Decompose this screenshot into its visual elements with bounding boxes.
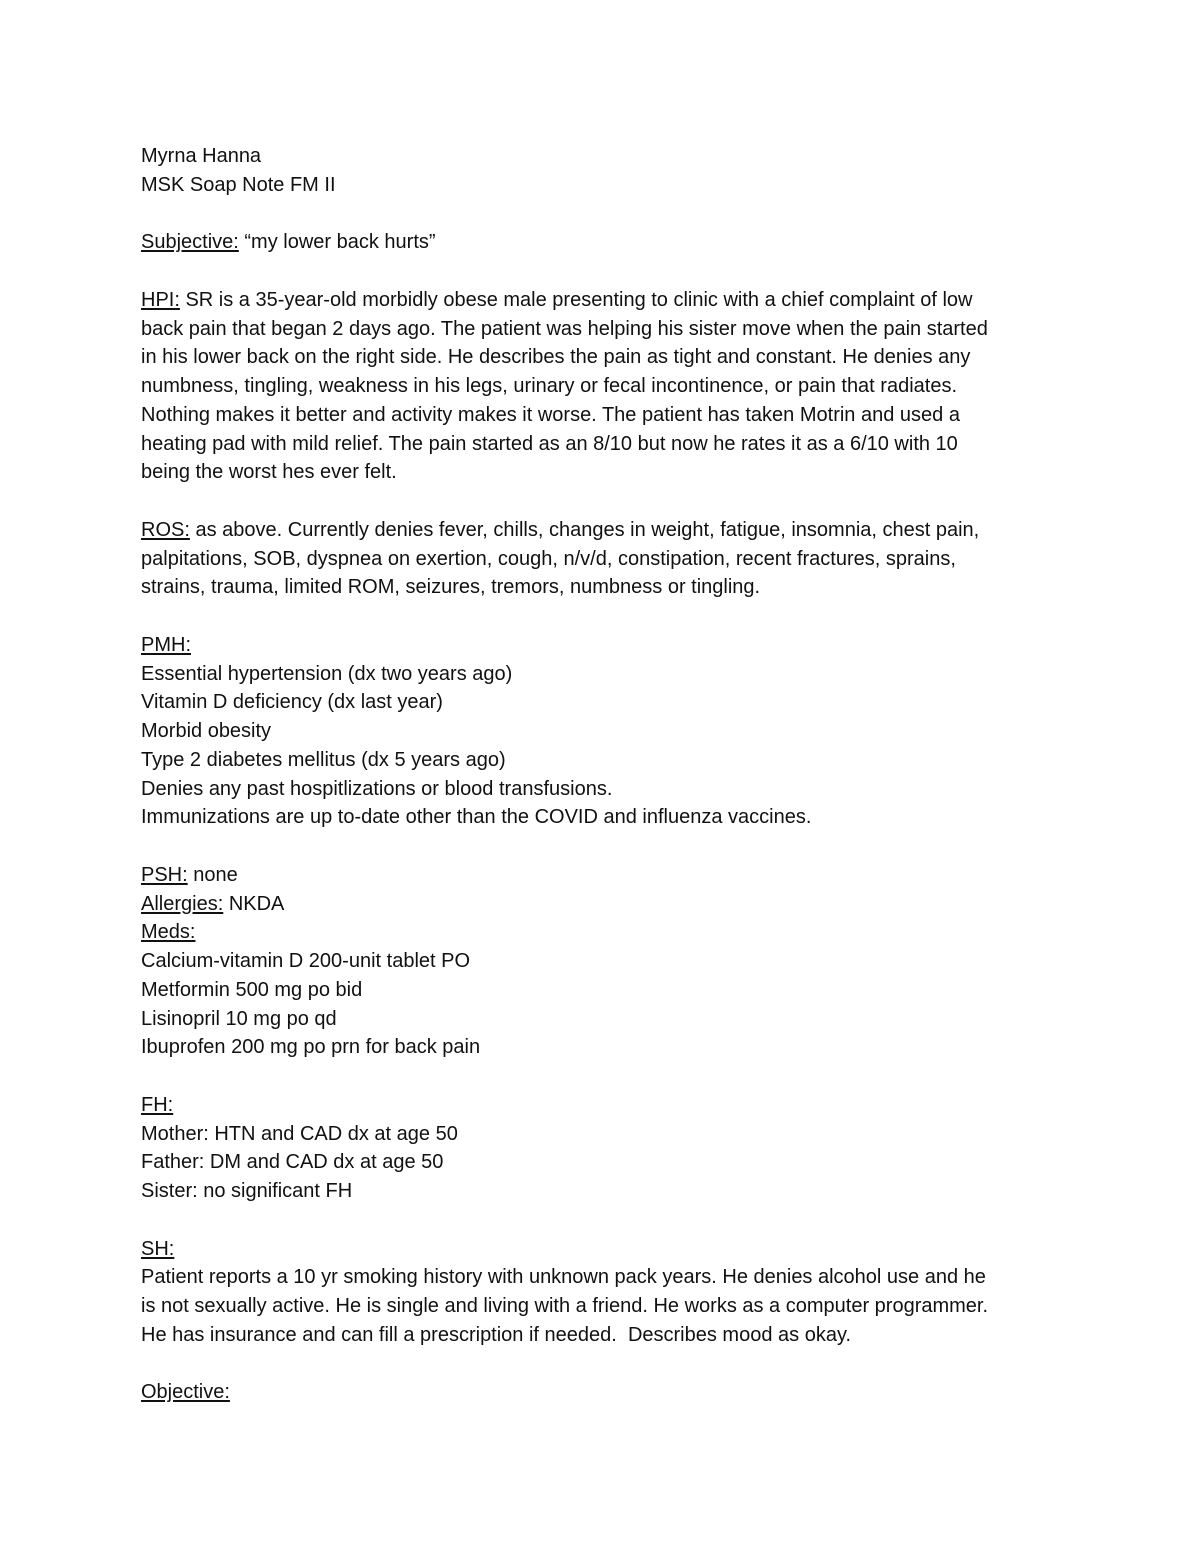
meds-label: Meds: xyxy=(141,921,196,944)
ros-line: strains, trauma, limited ROM, seizures, tremors, numbness or tingling. xyxy=(141,576,761,599)
psh-section xyxy=(141,861,1081,890)
hpi-line: SR is a 35-year-old morbidly obese male presenting to clinic with a chief complaint of low xyxy=(179,288,973,311)
fh-item: Father: DM and CAD dx at age 50 xyxy=(141,1151,444,1174)
pmh-label: PMH: xyxy=(141,633,191,656)
pmh-item: Denies any past hospitlizations or blood transfusions. xyxy=(141,777,613,800)
spacer xyxy=(141,257,1081,286)
ros-line: as above. Currently denies fever, chills, changes in weight, fatigue, insomnia, chest pain, xyxy=(189,518,980,541)
hpi-section xyxy=(141,286,1081,487)
objective-label: Objective: xyxy=(141,1381,230,1404)
subjective-section xyxy=(141,228,1081,257)
med-item: Calcium-vitamin D 200-unit tablet PO xyxy=(141,950,471,972)
fh-section xyxy=(141,1091,1081,1206)
pmh-item: Immunizations are up to-date other than the COVID and influenza vaccines. xyxy=(141,806,812,829)
fh-item: Sister: no significant FH xyxy=(141,1180,353,1202)
hpi-line: back pain that began 2 days ago. The patient was helping his sister move when the pain started xyxy=(141,317,988,340)
fh-item: Mother: HTN and CAD dx at age 50 xyxy=(141,1122,458,1145)
sh-line: Patient reports a 10 yr smoking history with unknown pack years. He denies alcohol use and he xyxy=(141,1266,986,1289)
author-name: Myrna Hanna xyxy=(141,145,262,167)
subjective-label: Subjective: xyxy=(141,231,239,254)
spacer xyxy=(141,487,1081,516)
med-item: Ibuprofen 200 mg po prn for back pain xyxy=(141,1036,481,1059)
pmh-item: Essential hypertension (dx two years ago) xyxy=(141,662,513,685)
fh-label: FH: xyxy=(141,1093,174,1116)
document-title: MSK Soap Note FM II xyxy=(141,173,336,196)
spacer xyxy=(141,200,1081,229)
pmh-item: Vitamin D deficiency (dx last year) xyxy=(141,691,443,714)
spacer xyxy=(141,1206,1081,1235)
pmh-item: Morbid obesity xyxy=(141,720,272,742)
med-item: Metformin 500 mg po bid xyxy=(141,978,363,1001)
allergies-text: NKDA xyxy=(223,892,285,915)
hpi-line: being the worst hes ever felt. xyxy=(141,461,397,484)
sh-line: He has insurance and can fill a prescription if needed. Describes mood as okay. xyxy=(141,1323,852,1346)
med-item: Lisinopril 10 mg po qd xyxy=(141,1007,337,1030)
subjective-text: “my lower back hurts” xyxy=(238,231,436,254)
allergies-section xyxy=(141,890,1081,919)
hpi-label: HPI: xyxy=(141,288,180,311)
sh-line: is not sexually active. He is single and living with a friend. He works as a computer programmer. xyxy=(141,1295,989,1317)
psh-label: PSH: xyxy=(141,863,188,886)
spacer xyxy=(141,1350,1081,1379)
pmh-item: Type 2 diabetes mellitus (dx 5 years ago) xyxy=(141,748,506,771)
spacer xyxy=(141,602,1081,631)
hpi-line: numbness, tingling, weakness in his legs, urinary or fecal incontinence, or pain that radiates. xyxy=(141,375,958,397)
spacer xyxy=(141,832,1081,861)
ros-line: palpitations, SOB, dyspnea on exertion, cough, n/v/d, constipation, recent fractures, sprains, xyxy=(141,547,956,570)
sh-section xyxy=(141,1235,1081,1350)
allergies-label: Allergies: xyxy=(141,892,224,915)
meds-section xyxy=(141,918,1081,1062)
psh-text: none xyxy=(187,863,238,886)
ros-label: ROS: xyxy=(141,518,190,541)
hpi-line: in his lower back on the right side. He describes the pain as tight and constant. He denies any xyxy=(141,346,971,369)
soap-note xyxy=(141,142,1081,1407)
pmh-section xyxy=(141,631,1081,832)
ros-section xyxy=(141,516,1081,602)
sh-label: SH: xyxy=(141,1237,175,1260)
spacer xyxy=(141,1062,1081,1091)
hpi-line: heating pad with mild relief. The pain started as an 8/10 but now he rates it as a 6/10 with 10 xyxy=(141,432,958,455)
hpi-line: Nothing makes it better and activity makes it worse. The patient has taken Motrin and used a xyxy=(141,403,960,426)
